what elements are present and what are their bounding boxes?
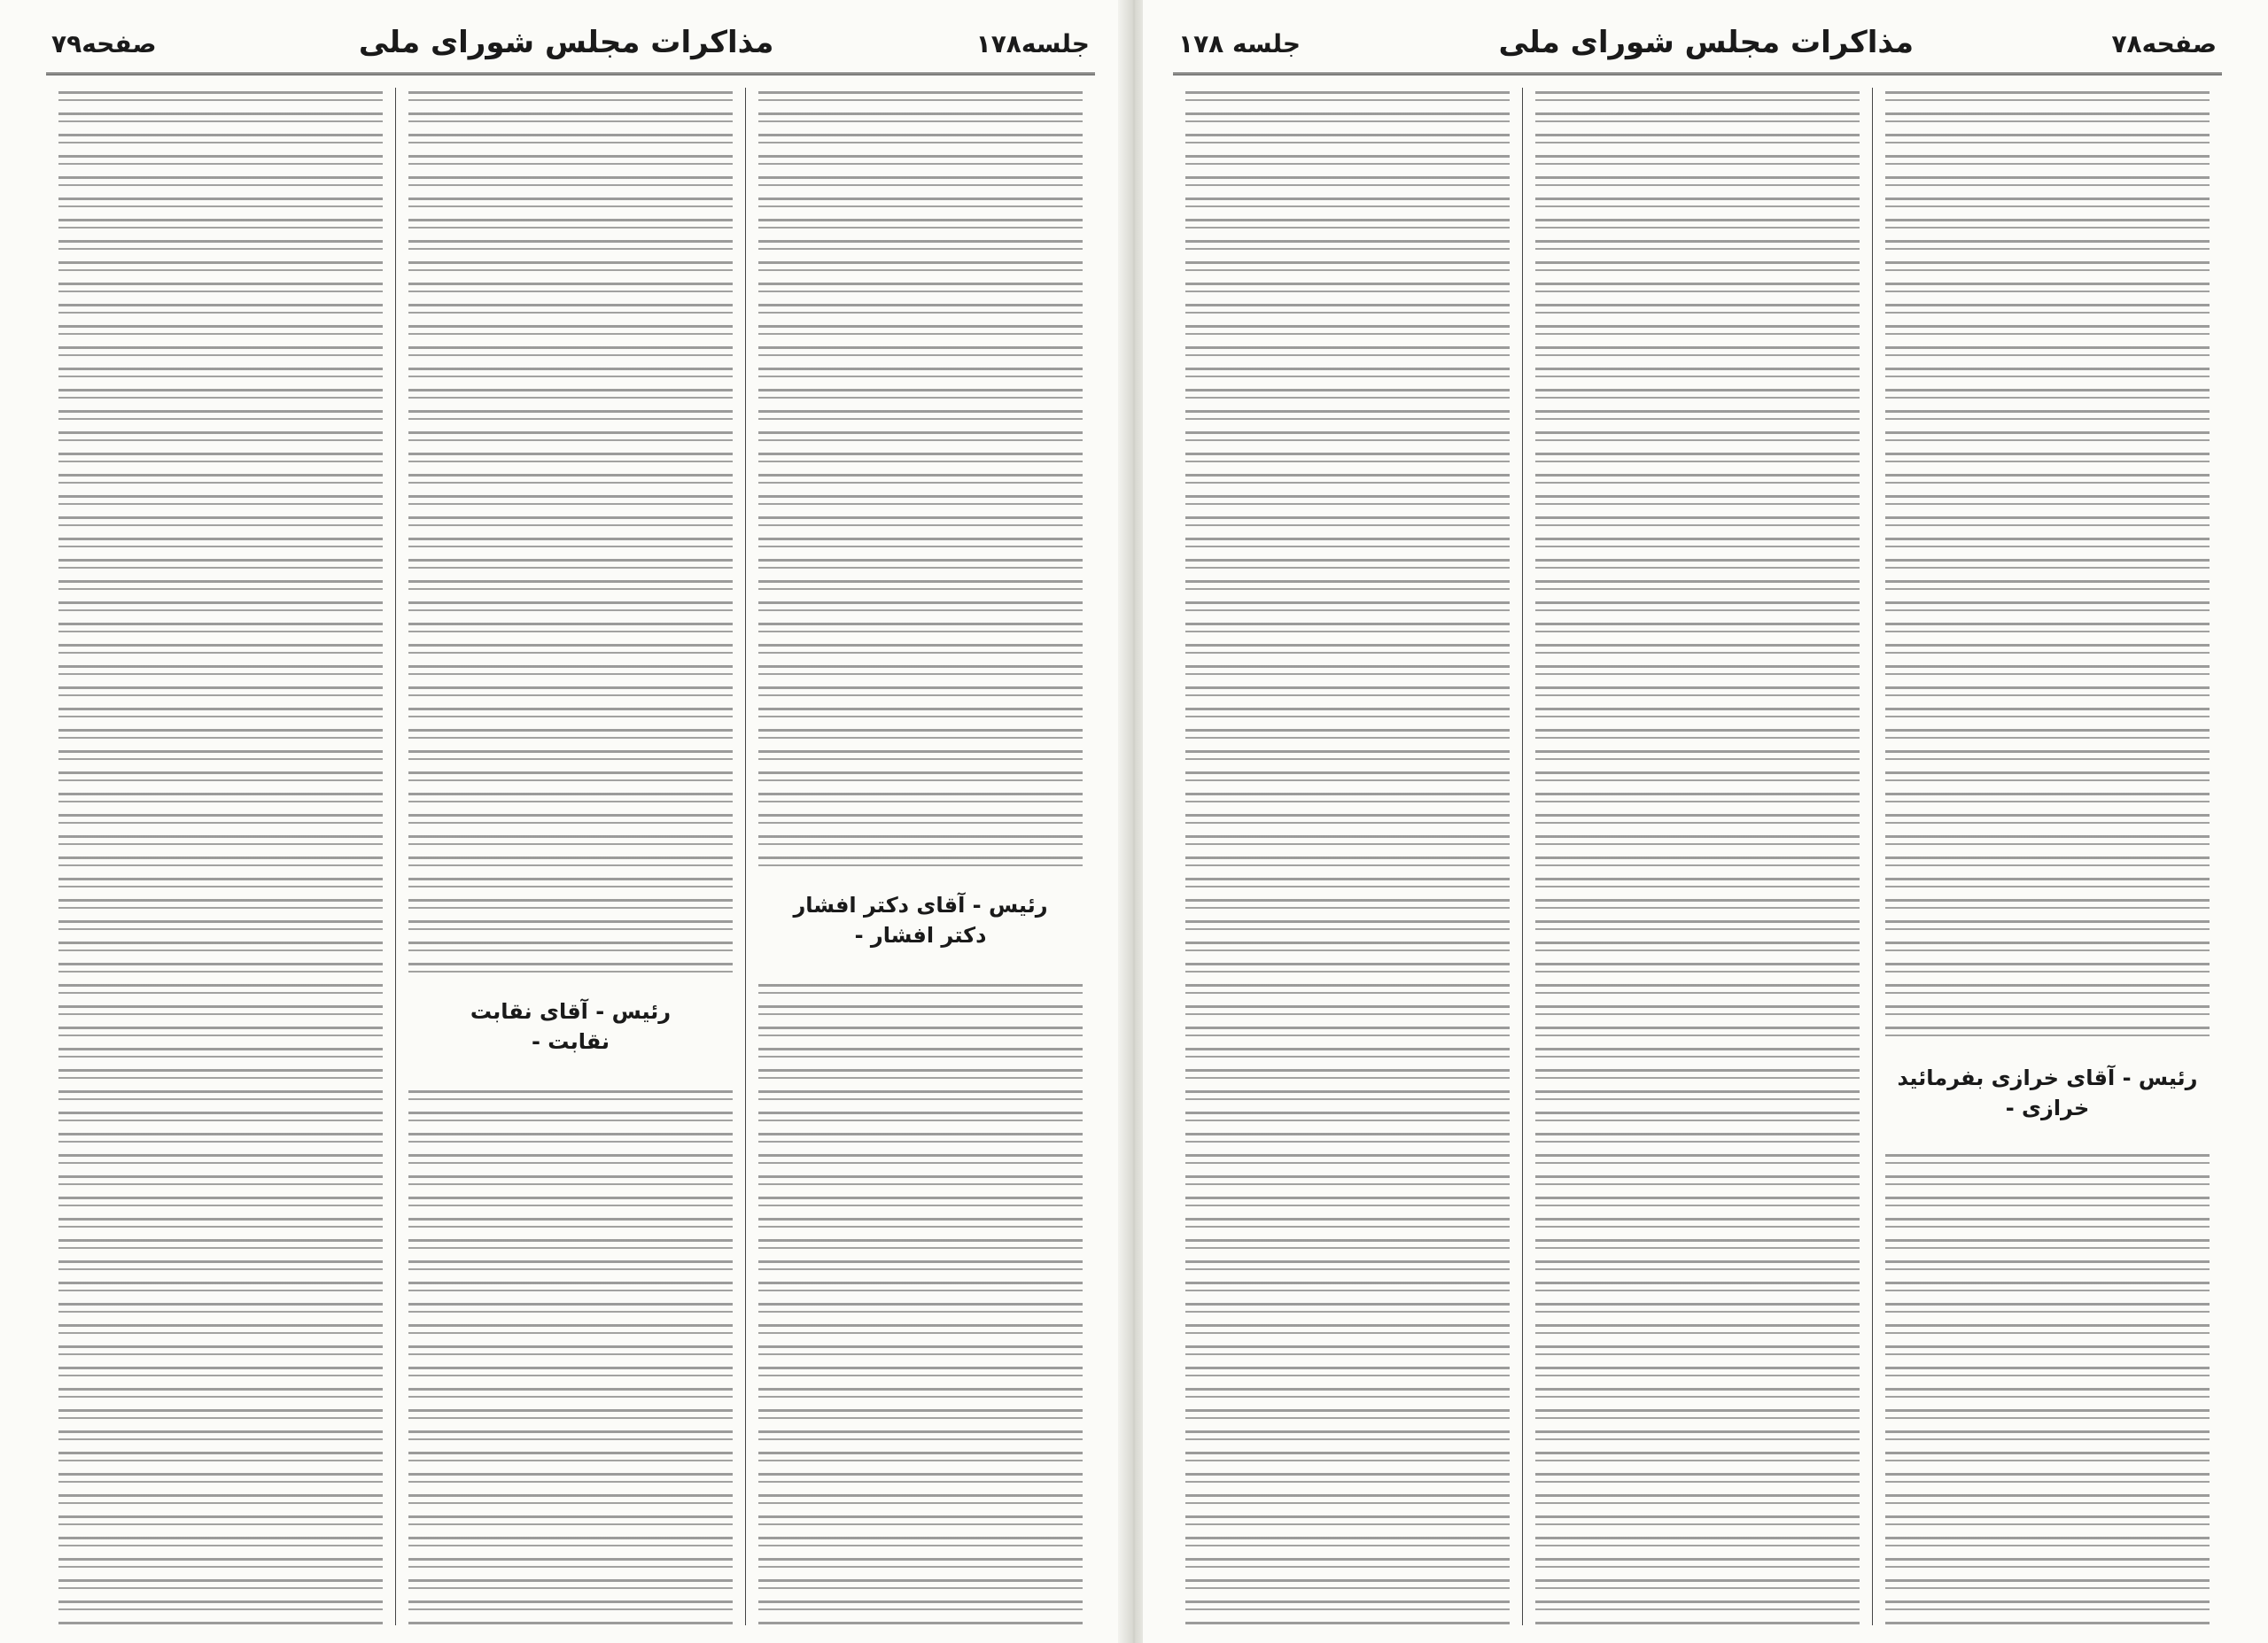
right-page-header	[1173, 25, 2222, 75]
page-number: صفحه۷۸	[2111, 29, 2217, 58]
speaker-heading	[1882, 1040, 2213, 1146]
text-column	[1873, 88, 2222, 1625]
page-number: صفحه۷۹	[51, 29, 157, 58]
text-column	[1173, 88, 1523, 1625]
text-column	[746, 88, 1095, 1625]
body-text	[1885, 91, 2210, 1625]
session-number: جلسه ۱۷۸	[1178, 29, 1301, 58]
speaker-name: نقابت -	[531, 1029, 610, 1054]
session-number: جلسه۱۷۸	[975, 29, 1090, 58]
body-text	[1185, 91, 1510, 1625]
body-text	[1535, 91, 1860, 1625]
speaker-name: رئیس - آقای خرازی بفرمائید	[1897, 1066, 2198, 1090]
speaker-name: رئیس - آقای نقابت	[470, 999, 672, 1024]
speaker-name: رئیس - آقای دکتر افشار	[793, 893, 1048, 918]
left-page-header	[46, 25, 1095, 75]
text-column	[46, 88, 396, 1625]
speaker-name: دکتر افشار -	[854, 923, 987, 948]
body-text	[758, 91, 1083, 1625]
running-title: مذاکرات مجلس شورای ملی	[358, 25, 774, 60]
body-text	[58, 91, 383, 1625]
left-page-columns	[46, 88, 1095, 1625]
text-column	[396, 88, 746, 1625]
right-page	[1143, 0, 2268, 1643]
body-text	[408, 91, 733, 1625]
text-column	[1523, 88, 1873, 1625]
right-page-columns	[1173, 88, 2222, 1625]
speaker-heading	[405, 973, 736, 1080]
speaker-heading	[755, 867, 1086, 973]
running-title: مذاکرات مجلس شورای ملی	[1498, 25, 1915, 60]
speaker-name: خرازی -	[2005, 1096, 2090, 1120]
left-page	[0, 0, 1125, 1643]
